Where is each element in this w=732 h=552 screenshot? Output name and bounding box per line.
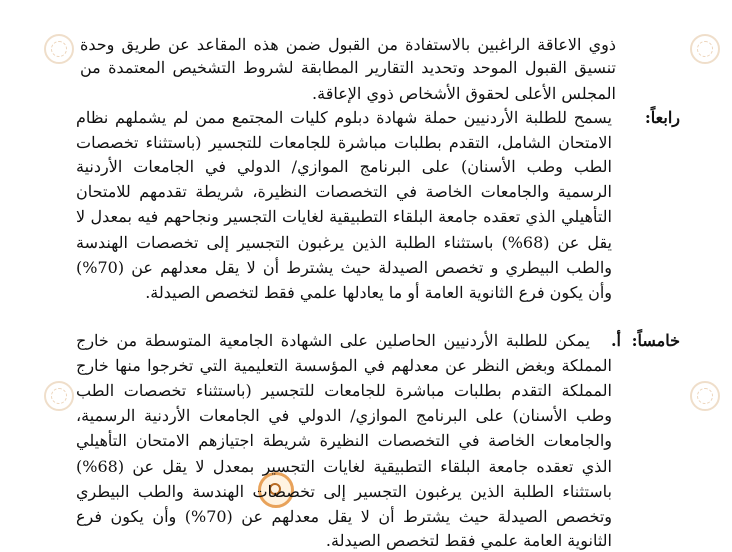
watermark-seal-top-left xyxy=(44,34,74,64)
paragraph-line: يقل عن (68%) باستثناء الطلبة الذين يرغبون التجسير إلى تخصصات الهندسة xyxy=(76,233,612,252)
paragraph-line: والجامعات الخاصة في التخصصات النظيرة شريطة اجتيازهم الامتحان التأهيلي xyxy=(76,431,612,450)
watermark-seal-mid-left xyxy=(44,381,74,411)
paragraph-line: وتخصص الصيدلة حيث يشترط أن لا يقل معدلهم عن (70%) وأن يكون فرع xyxy=(76,507,612,526)
paragraph-line: المملكة التقدم بطلبات مباشرة للجامعات للتجسير (باستثناء تخصصات الطب xyxy=(76,381,612,400)
paragraph-line: تنسيق القبول الموحد وتحديد التقارير المطابقة لشروط التشخيص المعتمدة من xyxy=(80,58,616,77)
paragraph-line: الرسمية والجامعات الخاصة في التخصصات النظيرة، شريطة تقدمهم للامتحان xyxy=(76,182,612,201)
item-marker: أ. xyxy=(610,331,621,350)
section-label-rabian: رابعاً: xyxy=(644,108,680,127)
paragraph-line: التأهيلي الذي تعقده جامعة البلقاء التطبيقية لغايات التجسير ونجاحهم فيه بمعدل لا xyxy=(76,207,612,226)
paragraph-line: الامتحان الشامل، التقدم بطلبات مباشرة للجامعات للتجسير (باستثناء تخصصات xyxy=(76,133,612,152)
paragraph-line: والطب البيطري و تخصص الصيدلة حيث يشترط أن لا يقل معدلهم عن (70%) xyxy=(76,258,612,277)
watermark-seal-top-right xyxy=(690,34,720,64)
paragraph-line: وطب الأسنان) على البرنامج الموازي/ الدولي في الجامعات الأردنية الرسمية، xyxy=(76,406,612,425)
section-label-khamisan: خامساً: xyxy=(631,331,680,350)
paragraph-line: الذي تعقده جامعة البلقاء التطبيقية لغايات التجسير بمعدل لا يقل عن (68%) xyxy=(76,457,612,476)
paragraph-line: باستثناء الطلبة الذين يرغبون التجسير إلى تخصصات الهندسة والطب البيطري xyxy=(76,482,612,501)
paragraph-line: المجلس الأعلى لحقوق الأشخاص ذوي الإعاقة. xyxy=(312,84,616,103)
paragraph-line: المملكة وبغض النظر عن معدلهم في المؤسسة التعليمية التي تخرجوا منها خارج xyxy=(76,356,612,375)
paragraph-line: ذوي الاعاقة الراغبين بالاستفادة من القبول ضمن هذه المقاعد عن طريق وحدة xyxy=(80,35,616,54)
paragraph-line: يسمح للطلبة الأردنيين حملة شهادة دبلوم كليات المجتمع ممن لم يشملهم نظام xyxy=(76,108,612,127)
paragraph-line: الثانوية العامة علمي فقط لتخصص الصيدلة. xyxy=(325,531,612,550)
paragraph-line: يمكن للطلبة الأردنيين الحاصلين على الشهادة الجامعية المتوسطة من خارج xyxy=(76,331,590,350)
watermark-seal-mid-right xyxy=(690,381,720,411)
paragraph-line: الطب وطب الأسنان) على البرنامج الموازي/ الدولي في الجامعات الأردنية xyxy=(76,157,612,176)
paragraph-line: وأن يكون فرع الثانوية العامة أو ما يعادلها علمي فقط لتخصص الصيدلة. xyxy=(145,283,612,302)
